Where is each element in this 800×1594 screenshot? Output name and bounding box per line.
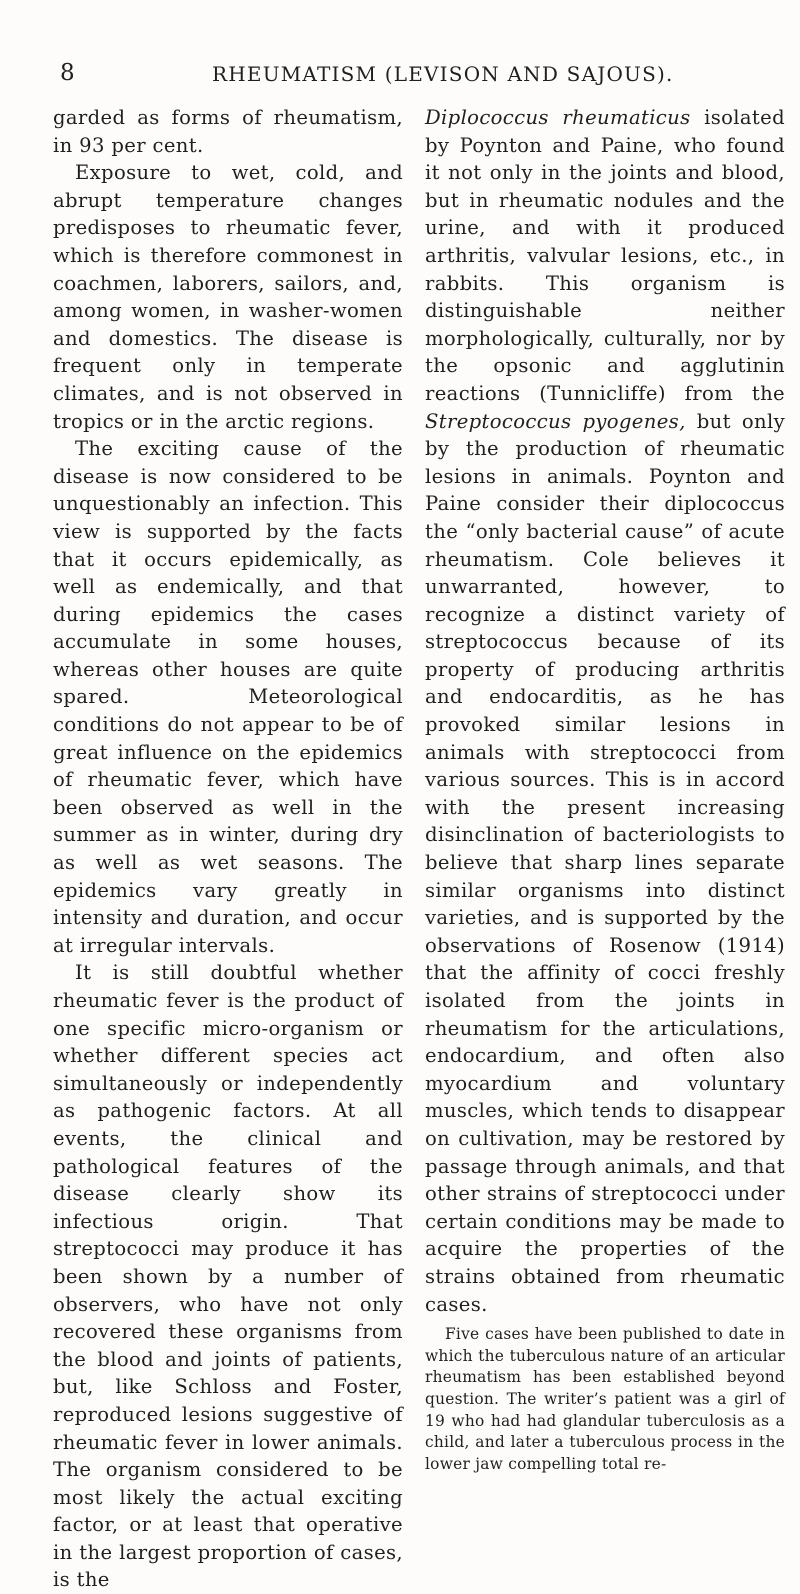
organism-name-italic: Diplococcus rheumaticus bbox=[425, 106, 691, 129]
case-note-small-print: Five cases have been published to date in which the tuberculous nature of an articular rheumatism has been established beyond question. The writer’s patient was a girl of 19 who had had glandular tuberculosis as a child, and later a tuberculous process in the lower jaw compelling total re- bbox=[425, 1325, 785, 1473]
paragraph-text-a: isolated by Poynton and Paine, who found it not only in the joints and blood, but in rheumatic nodules and the urine, and with it produced arthritis, valvular lesions, etc., in rabbits. This organism is distinguishable neither morphologically, culturally, nor by the opsonic and agglutinin reactions (Tunnicliffe) from the bbox=[425, 106, 785, 405]
page-header bbox=[60, 60, 740, 90]
paragraph-continuation: garded as forms of rheumatism, in 93 per cent. bbox=[53, 106, 403, 157]
paragraph-micro-organism: It is still doubtful whether rheumatic fever is the product of one specific micro-organism or whether different species act simultaneously or independently as pathogenic factors. At all events, the clinical and pathological features of the disease clearly show its infectious origin. That streptococci may produce it has been shown by a number of observers, who have not only recovered these organisms from the blood and joints of patients, but, like Schloss and Foster, reproduced lesions suggestive of rheumatic fever in lower animals. The organism considered to be most likely the actual exciting factor, or at least that operative in the largest proportion of cases, is the bbox=[53, 961, 403, 1592]
right-column bbox=[425, 104, 785, 1475]
paragraph-exciting-cause: The exciting cause of the disease is now considered to be unquestionably an infection. This view is supported by the facts that it occurs epidemically, as well as endemically, and that during epidemics the cases accumulate in some houses, whereas other houses are quite spared. Meteorological conditions do not appear to be of great influence on the epidemics of rheumatic fever, which have been observed as well in the summer as in winter, during dry as well as wet seasons. The epidemics vary greatly in intensity and duration, and occur at irregular intervals. bbox=[53, 437, 403, 957]
page-number: 8 bbox=[60, 60, 76, 86]
running-title: RHEUMATISM (LEVISON AND SAJOUS). bbox=[212, 62, 674, 86]
species-name-italic: Streptococcus pyogenes, bbox=[425, 409, 686, 433]
paragraph-text-b: but only by the production of rheumatic lesions in animals. Poynton and Paine consider their diplococcus the “only bacterial cause” of acute rheumatism. Cole believes it unwarranted, however, to recognize a distinct variety of streptococcus because of its property of producing arthritis and endocarditis, as he has provoked similar lesions in animals with streptococci from various sources. This is in accord with the present increasing disinclination of bacteriologists to believe that sharp lines separate similar organisms into distinct varieties, and is supported by the observations of Rosenow (1914) that the affinity of cocci freshly isolated from the joints in rheumatism for the articulations, endocardium, and often also myocardium and voluntary muscles, which tends to disappear on cultivation, may be restored by passage through animals, and that other strains of streptococci under certain conditions may be made to acquire the properties of the strains obtained from rheumatic cases. bbox=[425, 409, 785, 1316]
paragraph-diplococcus bbox=[425, 104, 785, 1318]
left-column bbox=[53, 104, 403, 1594]
paragraph-exposure: Exposure to wet, cold, and abrupt temperature changes predisposes to rheumatic fever, which is therefore commonest in coachmen, laborers, sailors, and, among women, in washer-women and domestics. The disease is frequent only in temperate climates, and is not observed in tropics or in the arctic regions. bbox=[53, 161, 403, 433]
